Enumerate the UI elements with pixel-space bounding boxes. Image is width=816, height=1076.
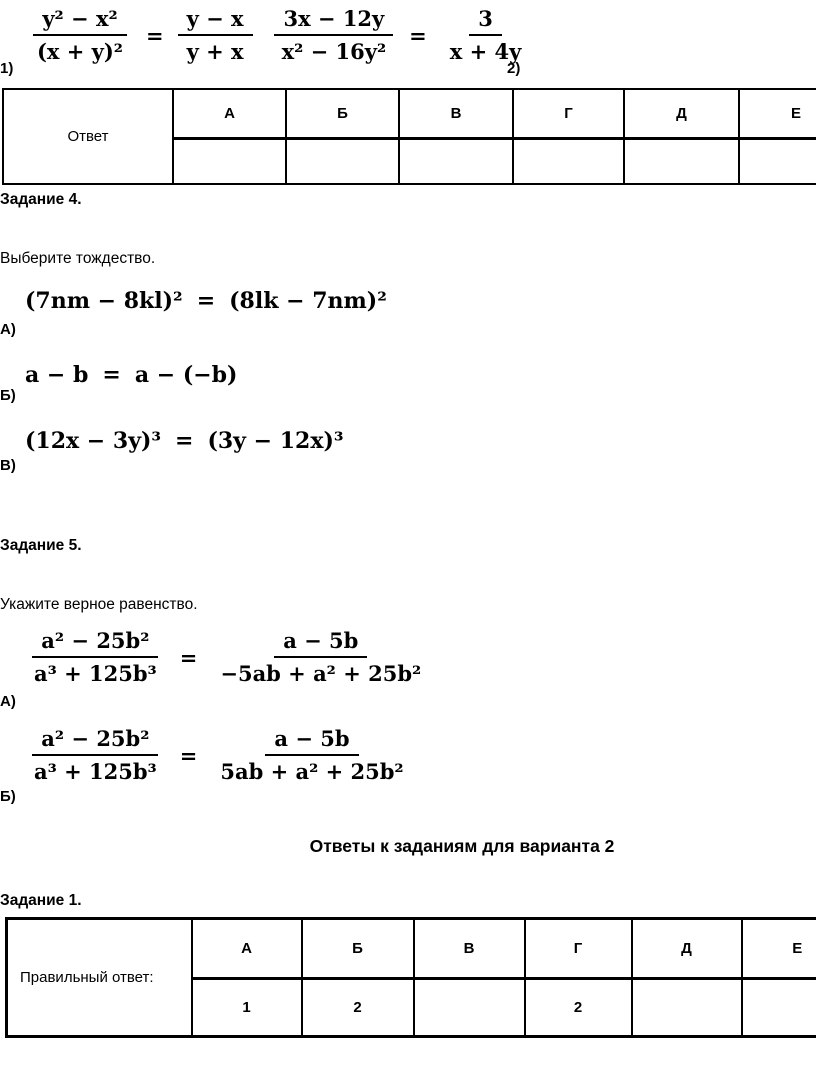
formula-1 <box>28 6 253 64</box>
formula-lhs: (12x − 3y)³ <box>25 428 162 454</box>
formula-label-1: 1) <box>0 60 14 77</box>
fraction <box>25 628 166 686</box>
task4-heading: Задание 4. <box>0 191 82 208</box>
option-label: Б) <box>0 788 16 805</box>
formula-lhs: a − b <box>25 362 89 388</box>
task4-prompt: Выберите тождество. <box>0 250 156 267</box>
column-header-e: Е <box>739 89 816 138</box>
fraction-numerator: a − 5b <box>274 628 367 658</box>
task1-heading: Задание 1. <box>0 892 82 909</box>
answer-cell <box>742 979 816 1037</box>
fraction <box>28 6 132 64</box>
answer-cell: 1 <box>192 979 302 1037</box>
answer-cell <box>513 138 624 184</box>
equals-sign: = <box>146 22 164 48</box>
task4-option-b <box>0 362 816 404</box>
column-header-a: А <box>173 89 286 138</box>
equals-sign: = <box>179 644 198 670</box>
option-formula <box>25 428 816 454</box>
task4-option-a <box>0 288 816 338</box>
answer-cell <box>624 138 739 184</box>
task5-heading: Задание 5. <box>0 537 82 554</box>
answer-cell: 2 <box>302 979 414 1037</box>
column-header-e: Е <box>742 919 816 979</box>
formula-label-2: 2) <box>507 60 521 77</box>
fraction-numerator: a² − 25b² <box>32 628 158 658</box>
task5-option-a <box>0 628 816 710</box>
fraction-numerator: y² − x² <box>33 6 126 36</box>
fraction <box>211 726 412 784</box>
equals-sign: = <box>196 288 216 314</box>
equals-sign: = <box>409 22 427 48</box>
answer-table-blank <box>2 88 816 185</box>
column-header-d: Д <box>632 919 742 979</box>
task5-prompt: Укажите верное равенство. <box>0 596 198 613</box>
fraction-numerator: a − 5b <box>265 726 358 756</box>
task5-option-b <box>0 726 816 805</box>
answer-cell <box>414 979 525 1037</box>
column-header-b: Б <box>302 919 414 979</box>
task4-option-v <box>0 428 816 474</box>
option-formula <box>25 362 816 388</box>
correct-answers-table <box>5 917 816 1038</box>
column-header-g: Г <box>513 89 624 138</box>
option-label: А) <box>0 321 16 338</box>
formula-rhs: a − (−b) <box>134 362 238 388</box>
option-formula <box>25 726 816 784</box>
formula-rhs: (3y − 12x)³ <box>207 428 344 454</box>
fraction <box>178 6 253 64</box>
answer-cell: 2 <box>525 979 632 1037</box>
fraction-denominator: (x + y)² <box>37 39 124 64</box>
equals-sign: = <box>175 428 194 454</box>
answer-cell <box>286 138 399 184</box>
formula-lhs: (7nm − 8kl)² <box>25 288 183 314</box>
fraction-denominator: −5ab + a² + 25b² <box>220 661 422 686</box>
fraction-denominator: x + 4y <box>449 39 522 64</box>
answer-cell <box>632 979 742 1037</box>
row-label: Ответ <box>3 89 173 184</box>
column-header-v: В <box>414 919 525 979</box>
column-header-b: Б <box>286 89 399 138</box>
formula-row <box>0 6 530 64</box>
formula-rhs: (8lk − 7nm)² <box>229 288 387 314</box>
column-header-g: Г <box>525 919 632 979</box>
equals-sign: = <box>179 742 198 768</box>
fraction-denominator: x² − 16y² <box>281 39 387 64</box>
option-formula <box>25 628 816 686</box>
fraction-denominator: a³ + 125b³ <box>34 661 157 686</box>
answer-cell <box>173 138 286 184</box>
equals-sign: = <box>102 362 121 388</box>
answer-cell <box>739 138 816 184</box>
fraction-numerator: 3 <box>469 6 502 36</box>
fraction-denominator: a³ + 125b³ <box>34 759 157 784</box>
option-label: В) <box>0 457 16 474</box>
fraction-numerator: a² − 25b² <box>32 726 158 756</box>
option-formula <box>25 288 816 314</box>
formula-2 <box>273 6 531 64</box>
column-header-d: Д <box>624 89 739 138</box>
column-header-a: А <box>192 919 302 979</box>
fraction <box>211 628 430 686</box>
answer-cell <box>399 138 513 184</box>
option-label: А) <box>0 693 16 710</box>
fraction-numerator: 3x − 12y <box>274 6 393 36</box>
fraction-numerator: y − x <box>178 6 253 36</box>
fraction <box>441 6 531 64</box>
option-label: Б) <box>0 387 16 404</box>
fraction <box>25 726 166 784</box>
fraction <box>273 6 396 64</box>
fraction-denominator: 5ab + a² + 25b² <box>220 759 404 784</box>
column-header-v: В <box>399 89 513 138</box>
fraction-denominator: y + x <box>186 39 244 64</box>
row-label: Правильный ответ: <box>7 919 192 1037</box>
answers-title: Ответы к заданиям для варианта 2 <box>309 836 615 856</box>
